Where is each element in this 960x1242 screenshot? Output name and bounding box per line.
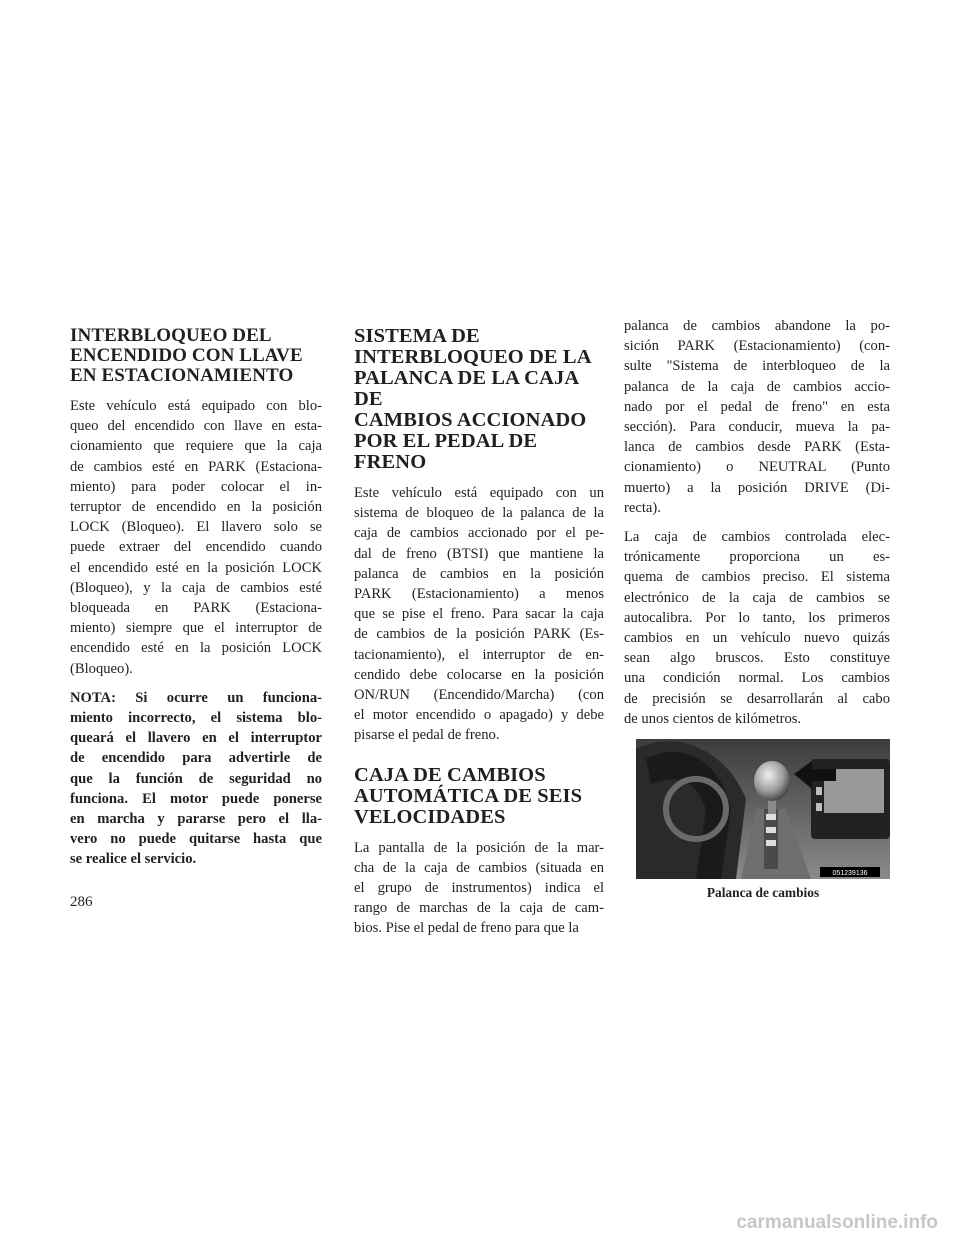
text-line: que se pise el freno. Para sacar la caja — [354, 606, 604, 623]
text-line: de encendido para advertirle de — [70, 750, 322, 767]
text-line: nado por el pedal de freno" en esta — [624, 398, 890, 415]
text-line: miento) para poder colocar el in- — [70, 478, 322, 495]
text-line: encendido esté en la posición LOCK — [70, 640, 322, 657]
heading-line: ENCENDIDO CON LLAVE — [70, 345, 303, 366]
column-left — [70, 326, 322, 879]
text-line: bloqueada en PARK (Estaciona- — [70, 600, 322, 617]
heading-line: SISTEMA DE — [354, 325, 480, 347]
text-line: (Bloqueo). — [70, 660, 133, 677]
text-line: de cambios esté en PARK (Estaciona- — [70, 458, 322, 475]
text-line: Este vehículo está equipado con blo- — [70, 398, 322, 414]
figure-caption: Palanca de cambios — [706, 885, 820, 901]
text-line: terruptor de encendido en la posición — [70, 499, 322, 516]
text-line: electrónico de la caja de cambios se — [624, 589, 890, 606]
text-line: miento) siempre que el interruptor de — [70, 620, 322, 637]
text-line: sean algo bruscos. Esto constituye — [624, 650, 890, 667]
text-line: cendido debe colocarse en la posición — [354, 666, 604, 683]
section-heading-btsi — [354, 326, 604, 473]
text-line: queará el llavero en el interruptor — [70, 730, 322, 747]
text-line: pisarse el pedal de freno. — [354, 727, 500, 744]
heading-line: AUTOMÁTICA DE SEIS — [354, 784, 583, 807]
text-line: dal de freno (BTSI) que mantiene la — [354, 545, 604, 562]
note-paragraph — [70, 688, 322, 870]
heading-line: PALANCA DE LA CAJA DE — [354, 367, 579, 410]
text-line: queo del encendido con llave en esta- — [70, 418, 322, 435]
text-line: quema de cambios preciso. El sistema — [624, 569, 890, 586]
watermark: carmanualsonline.info — [736, 1212, 938, 1233]
shift-lever-figure — [636, 739, 890, 879]
text-line: Este vehículo está equipado con un — [354, 485, 604, 501]
heading-line: VELOCIDADES — [354, 805, 506, 828]
paragraph-continuation — [624, 316, 890, 518]
text-line: sistema de bloqueo de la palanca de la — [354, 505, 604, 522]
heading-line: CAJA DE CAMBIOS — [354, 763, 546, 786]
text-line: el grupo de instrumentos) indica el — [354, 880, 604, 897]
text-line: bios. Pise el pedal de freno para que la — [354, 920, 579, 937]
text-line: cionamiento que requiere que la caja — [70, 438, 322, 455]
paragraph-six-speed — [354, 838, 604, 939]
shift-lever-illustration — [636, 739, 890, 879]
text-line: de unos cientos de kilómetros. — [624, 710, 802, 727]
text-line: sición PARK (Estacionamiento) (con- — [624, 338, 890, 355]
text-line: autocalibra. Por lo tanto, los primeros — [624, 609, 890, 626]
text-line: caja de cambios accionado por el pe- — [354, 525, 604, 542]
column-middle — [354, 326, 604, 948]
text-line: funciona. El motor puede ponerse — [70, 790, 322, 807]
text-line: de cambios de la posición PARK (Es- — [354, 626, 604, 643]
text-line: rango de marchas de la caja de cam- — [354, 900, 604, 917]
heading-line: POR EL PEDAL DE FRENO — [354, 430, 538, 473]
text-line: palanca de la caja de cambios accio- — [624, 378, 890, 395]
text-line: (Bloqueo), y la caja de cambios esté — [70, 579, 322, 596]
text-line: lanca de cambios desde PARK (Esta- — [624, 439, 890, 456]
text-line: sulte "Sistema de interbloqueo de la — [624, 358, 890, 375]
figure-code-label: 051239136 — [832, 870, 868, 878]
page-number: 286 — [70, 894, 93, 910]
heading-line: EN ESTACIONAMIENTO — [70, 365, 294, 386]
text-line: NOTA: Si ocurre un funciona- — [70, 689, 322, 706]
heading-line: CAMBIOS ACCIONADO — [354, 409, 587, 431]
text-line: La pantalla de la posición de la mar- — [354, 839, 604, 856]
text-line: sección). Para conducir, mueva la pa- — [624, 419, 890, 436]
text-line: recta). — [624, 499, 661, 516]
section-heading-six-speed — [354, 765, 604, 828]
text-line: de precisión se desarrollarán al cabo — [624, 690, 890, 707]
text-line: se realice el servicio. — [70, 851, 197, 868]
text-line: puede extraer del encendido cuando — [70, 539, 322, 556]
paragraph-calibration — [624, 527, 890, 729]
text-line: tacionamiento), el interruptor de en- — [354, 646, 604, 663]
text-line: palanca de cambios en la posición — [354, 565, 604, 582]
heading-line: INTERBLOQUEO DE LA — [354, 346, 592, 368]
text-line: miento incorrecto, el sistema blo- — [70, 710, 322, 727]
text-line: en marcha y pararse pero el lla- — [70, 811, 322, 828]
column-right — [624, 316, 890, 901]
text-line: ON/RUN (Encendido/Marcha) (con — [354, 687, 604, 704]
paragraph-btsi — [354, 483, 604, 746]
text-line: muerto) a la posición DRIVE (Di- — [624, 479, 890, 496]
text-line: el motor encendido o apagado) y debe — [354, 707, 604, 724]
text-line: cambios en un vehículo nuevo quizás — [624, 630, 890, 647]
paragraph-ignition-interlock — [70, 396, 322, 679]
text-line: trónicamente proporciona un es- — [624, 549, 890, 566]
text-line: cha de la caja de cambios (situada en — [354, 859, 604, 876]
text-line: La caja de cambios controlada elec- — [624, 529, 890, 546]
text-line: vero no puede quitarse hasta que — [70, 831, 322, 848]
section-heading-ignition-interlock — [70, 326, 322, 386]
text-line: una condición normal. Los cambios — [624, 670, 890, 687]
text-line: el encendido esté en la posición LOCK — [70, 559, 322, 576]
text-line: PARK (Estacionamiento) a menos — [354, 586, 604, 603]
heading-line: INTERBLOQUEO DEL — [70, 325, 272, 346]
text-line: cionamiento) o NEUTRAL (Punto — [624, 459, 890, 476]
text-line: palanca de cambios abandone la po- — [624, 318, 890, 334]
text-line: que la función de seguridad no — [70, 770, 322, 787]
text-line: LOCK (Bloqueo). El llavero solo se — [70, 519, 322, 536]
